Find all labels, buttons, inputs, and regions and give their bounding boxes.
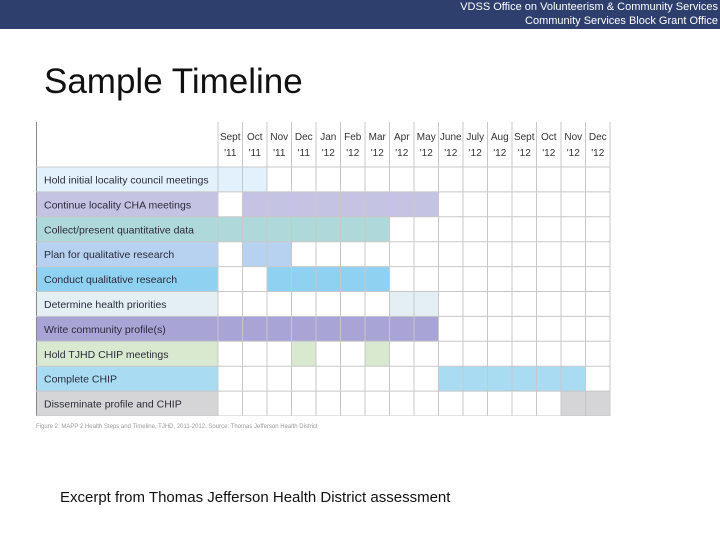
month-header-year: '12	[591, 148, 605, 159]
slide-title: Sample Timeline	[44, 62, 303, 101]
month-header-label: Apr	[393, 132, 410, 143]
timeline-gantt-svg	[36, 122, 612, 416]
task-bar-cell	[561, 366, 586, 391]
task-bar-cell	[365, 316, 390, 341]
month-header-year: '11	[224, 148, 237, 159]
task-bar-cell	[292, 316, 317, 341]
source-note: Excerpt from Thomas Jefferson Health District assessment	[60, 489, 451, 506]
timeline-gantt	[36, 122, 612, 416]
month-header-year: '12	[493, 148, 507, 159]
task-bar-cell	[267, 267, 292, 292]
task-bar-cell	[267, 192, 292, 217]
task-bar-cell	[586, 391, 611, 416]
task-bar-cell	[267, 316, 292, 341]
task-bar-cell	[365, 192, 390, 217]
task-bar-cell	[341, 192, 366, 217]
task-bar-cell	[243, 167, 268, 192]
task-bar-cell	[561, 391, 586, 416]
task-bar-cell	[512, 366, 537, 391]
task-bar-cell	[292, 341, 317, 366]
month-header-year: '12	[370, 148, 384, 159]
month-header-label: Dec	[294, 132, 313, 143]
task-bar-cell	[218, 167, 243, 192]
task-bar-cell	[439, 366, 464, 391]
task-bar-cell	[267, 217, 292, 242]
month-header-label: Sept	[219, 132, 241, 143]
month-header-label: Jan	[320, 132, 337, 143]
month-header-year: '12	[321, 148, 335, 159]
task-bar-cell	[414, 292, 439, 317]
task-label: Write community profile(s)	[44, 323, 166, 336]
task-label: Conduct qualitative research	[44, 274, 178, 287]
month-header-label: Sept	[513, 132, 535, 143]
month-header-year: '12	[444, 148, 458, 159]
task-bar-cell	[267, 242, 292, 267]
task-bar-cell	[292, 267, 317, 292]
task-label: Determine health priorities	[44, 298, 167, 311]
task-bar-cell	[292, 192, 317, 217]
task-label: Continue locality CHA meetings	[44, 199, 192, 212]
task-label: Disseminate profile and CHIP	[44, 398, 182, 411]
task-bar-cell	[243, 316, 268, 341]
month-header-label: June	[439, 132, 462, 143]
task-bar-cell	[316, 267, 341, 292]
task-bar-cell	[414, 316, 439, 341]
task-bar-cell	[341, 217, 366, 242]
month-header-label: Oct	[246, 132, 263, 143]
month-header-label: July	[466, 132, 485, 143]
month-header-label: Dec	[588, 132, 607, 143]
month-header-year: '12	[346, 148, 360, 159]
task-bar-cell	[390, 316, 415, 341]
task-label: Hold TJHD CHIP meetings	[44, 348, 169, 361]
task-bar-cell	[365, 341, 390, 366]
month-header-label: Mar	[368, 132, 386, 143]
header-bar	[0, 0, 720, 29]
task-bar-cell	[463, 366, 488, 391]
task-bar-cell	[243, 217, 268, 242]
task-bar-cell	[218, 217, 243, 242]
task-bar-cell	[341, 316, 366, 341]
task-bar-cell	[218, 316, 243, 341]
task-bar-cell	[292, 217, 317, 242]
month-header-label: Nov	[270, 132, 289, 143]
task-label: Hold initial locality council meetings	[44, 174, 209, 187]
task-bar-cell	[365, 267, 390, 292]
header-office-name: Community Services Block Grant Office	[525, 15, 718, 27]
month-header-year: '11	[248, 148, 261, 159]
month-header-year: '12	[419, 148, 433, 159]
task-bar-cell	[390, 292, 415, 317]
month-header-year: '12	[517, 148, 531, 159]
task-bar-cell	[488, 366, 513, 391]
month-header-year: '12	[542, 148, 556, 159]
task-bar-cell	[243, 242, 268, 267]
task-bar-cell	[243, 192, 268, 217]
task-bar-cell	[414, 192, 439, 217]
task-bar-cell	[316, 192, 341, 217]
task-bar-cell	[537, 366, 562, 391]
task-bar-cell	[390, 192, 415, 217]
month-header-label: Aug	[490, 132, 509, 143]
task-bar-cell	[341, 267, 366, 292]
month-header-year: '12	[566, 148, 580, 159]
header-org-name: VDSS Office on Volunteerism & Community Services	[460, 1, 718, 13]
task-bar-cell	[316, 217, 341, 242]
month-header-year: '12	[395, 148, 409, 159]
month-header-year: '11	[273, 148, 286, 159]
month-header-label: Feb	[344, 132, 362, 143]
task-label: Plan for qualitative research	[44, 249, 175, 262]
month-header-label: May	[416, 132, 436, 143]
month-header-label: Nov	[564, 132, 583, 143]
task-bar-cell	[316, 316, 341, 341]
task-label: Complete CHIP	[44, 373, 117, 386]
month-header-year: '11	[297, 148, 310, 159]
figure-caption: Figure 2: MAPP 2 Health Steps and Timeline, TJHD, 2011-2012. Source: Thomas Jefferson Health District	[36, 424, 318, 430]
task-bar-cell	[365, 217, 390, 242]
task-label: Collect/present quantitative data	[44, 224, 195, 237]
month-header-year: '12	[468, 148, 482, 159]
month-header-label: Oct	[540, 132, 557, 143]
